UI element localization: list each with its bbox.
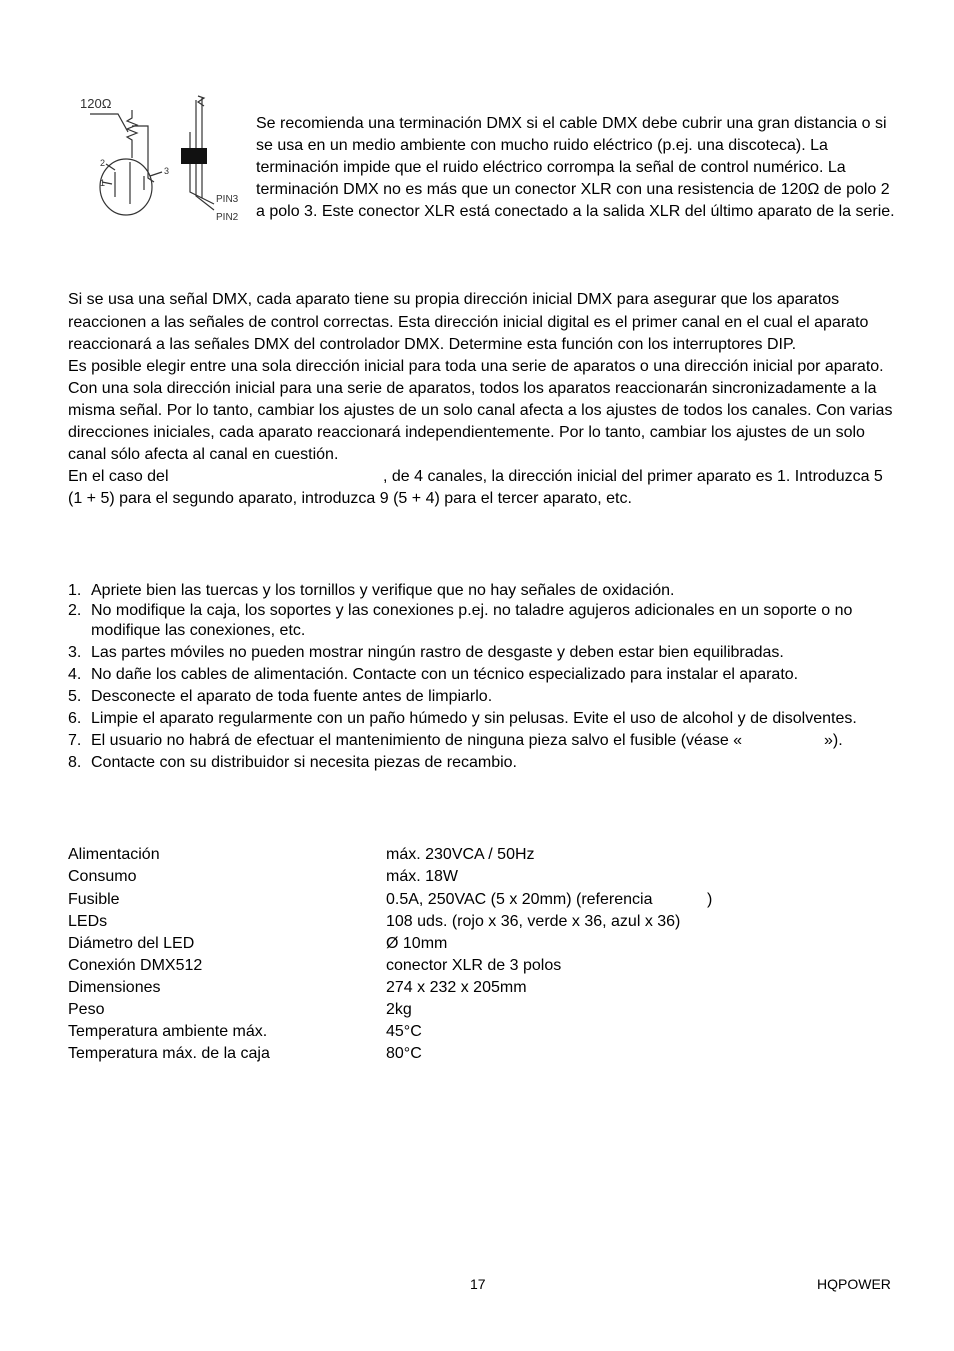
- address-line: reaccionará a las señales DMX del controlador DMX. Determine esta función con los interruptores DIP.: [68, 336, 797, 353]
- list-item: Desconecte el aparato de toda fuente antes de limpiarlo.: [91, 688, 493, 705]
- list-number: 2.: [68, 602, 82, 619]
- spec-value: máx. 18W: [386, 868, 459, 885]
- spec-value: máx. 230VCA / 50Hz: [386, 846, 535, 863]
- page-number: 17: [470, 1276, 486, 1292]
- list-number: 5.: [68, 688, 82, 705]
- spec-label: Temperatura máx. de la caja: [68, 1045, 270, 1062]
- address-line: Con una sola dirección inicial para una serie de aparatos, todos los aparatos reaccionarán sincronizadamente a la: [68, 380, 877, 397]
- address-line: Es posible elegir entre una sola dirección inicial para toda una serie de aparatos o una dirección inicial por aparato.: [68, 358, 884, 375]
- pin-1-label: 1: [100, 178, 106, 188]
- spec-value-end: ): [707, 891, 713, 908]
- spec-label: Conexión DMX512: [68, 957, 203, 974]
- spec-value: conector XLR de 3 polos: [386, 957, 562, 974]
- address-line: reaccionen a las señales de control correctas. Esta dirección inicial digital es el primer canal en el cual el aparato: [68, 314, 869, 331]
- spec-value: 2kg: [386, 1001, 412, 1018]
- dmx-termination-diagram: [78, 92, 248, 224]
- spec-value: 45°C: [386, 1023, 422, 1040]
- spec-label: LEDs: [68, 913, 108, 930]
- list-number: 4.: [68, 666, 82, 683]
- termination-line: Se recomienda una terminación DMX si el cable DMX debe cubrir una gran distancia o si: [256, 115, 887, 132]
- address-line: Si se usa una señal DMX, cada aparato tiene su propia dirección inicial DMX para asegurar que los aparatos: [68, 291, 840, 308]
- pin3-caption: PIN3: [216, 194, 239, 205]
- termination-line: terminación DMX no es más que un conector XLR con una resistencia de 120Ω de polo 2: [256, 181, 890, 198]
- spec-value: 80°C: [386, 1045, 422, 1062]
- pin-3-label: 3: [164, 166, 170, 176]
- spec-label: Temperatura ambiente máx.: [68, 1023, 268, 1040]
- spec-value: 274 x 232 x 205mm: [386, 979, 527, 996]
- address-line: direcciones iniciales, cada aparato reaccionará independientemente. Por lo tanto, cambiar los ajustes de un solo: [68, 424, 865, 441]
- pin2-caption: PIN2: [216, 212, 239, 223]
- list-item: No dañe los cables de alimentación. Contacte con un técnico especializado para instalar el aparato.: [91, 666, 799, 683]
- termination-line: a polo 3. Este conector XLR está conectado a la salida XLR del último aparato de la serie.: [256, 203, 895, 220]
- spec-label: Peso: [68, 1001, 105, 1018]
- spec-value: 108 uds. (rojo x 36, verde x 36, azul x 36): [386, 913, 681, 930]
- list-item: Apriete bien las tuercas y los tornillos y verifique que no hay señales de oxidación.: [91, 582, 675, 599]
- list-item-end: »).: [824, 732, 843, 749]
- address-line: misma señal. Por lo tanto, cambiar los ajustes de un solo canal afecta a los ajustes de todos los canales. Con varias: [68, 402, 893, 419]
- spec-label: Consumo: [68, 868, 137, 885]
- spec-label: Alimentación: [68, 846, 160, 863]
- list-number: 6.: [68, 710, 82, 727]
- list-number: 1.: [68, 582, 82, 599]
- list-item: El usuario no habrá de efectuar el mantenimiento de ninguna pieza salvo el fusible (véase «: [91, 732, 743, 749]
- list-item: Contacte con su distribuidor si necesita piezas de recambio.: [91, 754, 517, 771]
- spec-label: Fusible: [68, 891, 120, 908]
- list-item: No modifique la caja, los soportes y las conexiones p.ej. no taladre agujeros adicionales en un soporte o no: [91, 602, 853, 619]
- list-item: Las partes móviles no pueden mostrar ningún rastro de desgaste y deben estar bien equilibradas.: [91, 644, 784, 661]
- spec-value: Ø 10mm: [386, 935, 448, 952]
- list-item: Limpie el aparato regularmente con un paño húmedo y sin pelusas. Evite el uso de alcohol y de disolventes.: [91, 710, 857, 727]
- address-line: canal sólo afecta al canal en cuestión.: [68, 446, 339, 463]
- list-item-continuation: modifique las conexiones, etc.: [91, 622, 306, 639]
- address-example-suffix: , de 4 canales, la dirección inicial del primer aparato es 1. Introduzca 5: [383, 468, 883, 485]
- list-number: 3.: [68, 644, 82, 661]
- address-example-line2: (1 + 5) para el segundo aparato, introduzca 9 (5 + 4) para el tercer aparato, etc.: [68, 490, 632, 507]
- address-example-prefix: En el caso del: [68, 468, 169, 485]
- list-number: 7.: [68, 732, 82, 749]
- spec-label: Diámetro del LED: [68, 935, 195, 952]
- termination-line: terminación impide que el ruido eléctrico corrompa la señal de control numérico. La: [256, 159, 846, 176]
- pin-2-label: 2: [100, 158, 106, 168]
- spec-label: Dimensiones: [68, 979, 161, 996]
- footer-brand: HQPOWER: [817, 1276, 891, 1292]
- spec-value: 0.5A, 250VAC (5 x 20mm) (referencia: [386, 891, 653, 908]
- resistor-label: 120Ω: [80, 96, 112, 111]
- termination-line: se usa en un medio ambiente con mucho ruido eléctrico (p.ej. una discoteca). La: [256, 137, 828, 154]
- list-number: 8.: [68, 754, 82, 771]
